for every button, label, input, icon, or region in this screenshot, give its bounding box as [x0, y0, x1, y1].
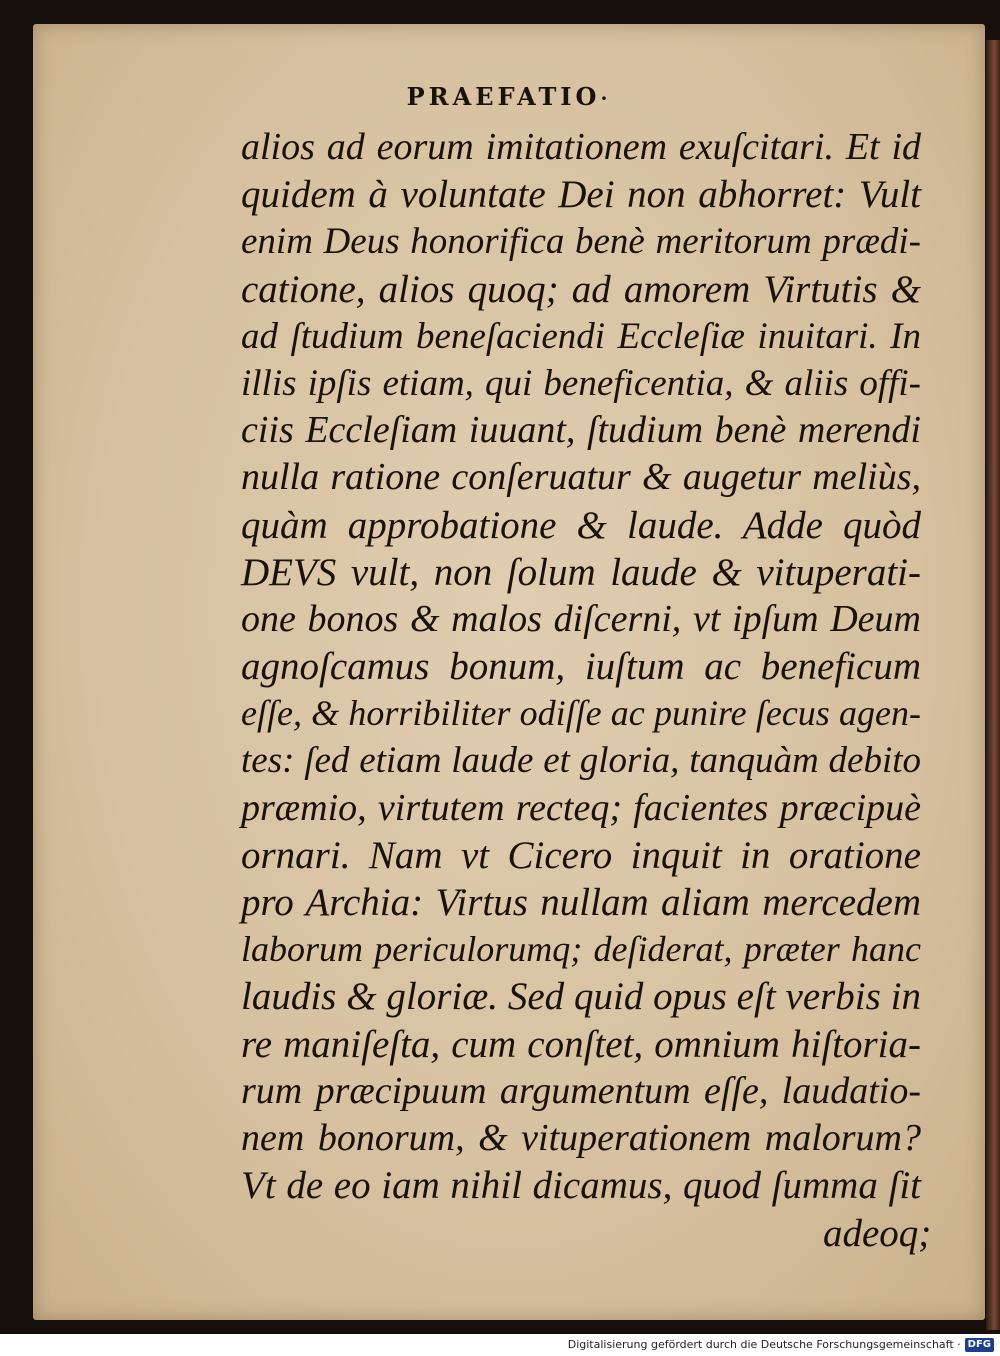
- body-text: [241, 124, 921, 1209]
- text-line: quàm approbatione & laude. Adde quòd: [241, 503, 921, 547]
- text-line: catione, alios quoq; ad amorem Virtutis &: [241, 267, 921, 311]
- text-line: one bonos & malos diſcerni, vt ipſum Deum: [241, 597, 921, 640]
- text-line: ornari. Nam vt Cicero inquit in oratione: [241, 833, 921, 877]
- text-line: laborum periculorumq; deſiderat, præter hanc: [241, 929, 921, 970]
- footer-bar: [0, 1334, 1000, 1356]
- text-line: alios ad eorum imitationem exuſcitari. Et id: [241, 126, 921, 168]
- funding-credit: Digitalisierung gefördert durch die Deutsche Forschungsgemeinschaft ·: [567, 1338, 961, 1351]
- book-page: [33, 24, 985, 1320]
- text-line: pro Archia: Virtus nullam aliam mercedem: [241, 881, 921, 924]
- text-line: illis ipſis etiam, qui beneficentia, & aliis offi-: [241, 362, 921, 404]
- text-line: re maniſeſta, cum conſtet, omnium hiſtoria-: [241, 1022, 921, 1066]
- text-line: eſſe, & horribiliter odiſſe ac punire ſecus agen-: [241, 693, 921, 734]
- text-line: nulla ratione conſeruatur & augetur meliùs,: [241, 456, 921, 499]
- text-line: quidem à voluntate Dei non abhorret: Vult: [241, 173, 921, 217]
- text-line: enim Deus honorifica benè meritorum prædi-: [241, 221, 921, 263]
- book-board-edge: [986, 40, 1000, 1330]
- text-line: laudis & gloriæ. Sed quid opus eſt verbis in: [241, 975, 921, 1019]
- dfg-logo: DFG: [965, 1338, 994, 1352]
- text-line: Vt de eo iam nihil dicamus, quod ſumma ſit: [241, 1164, 921, 1208]
- catchword: adeoq;: [823, 1212, 932, 1255]
- text-line: tes: ſed etiam laude et gloria, tanquàm debito: [241, 740, 921, 782]
- text-line: præmio, virtutem recteq; facientes præcipuè: [241, 786, 921, 829]
- text-line: rum præcipuum argumentum eſſe, laudatio-: [241, 1069, 921, 1112]
- running-head-point: ·: [600, 86, 612, 110]
- text-line: ad ſtudium beneſaciendi Eccleſiæ inuitari. In: [241, 315, 921, 357]
- text-line: ciis Eccleſiam iuuant, ſtudium benè merendi: [241, 409, 921, 452]
- text-line: DEVS vult, non ſolum laude & vituperati-: [241, 550, 921, 594]
- text-line: nem bonorum, & vituperationem malorum?: [241, 1116, 921, 1159]
- running-head: [33, 82, 985, 111]
- running-head-title: PRAEFATIO: [406, 82, 601, 111]
- text-line: agnoſcamus bonum, iuſtum ac beneficum: [241, 645, 921, 689]
